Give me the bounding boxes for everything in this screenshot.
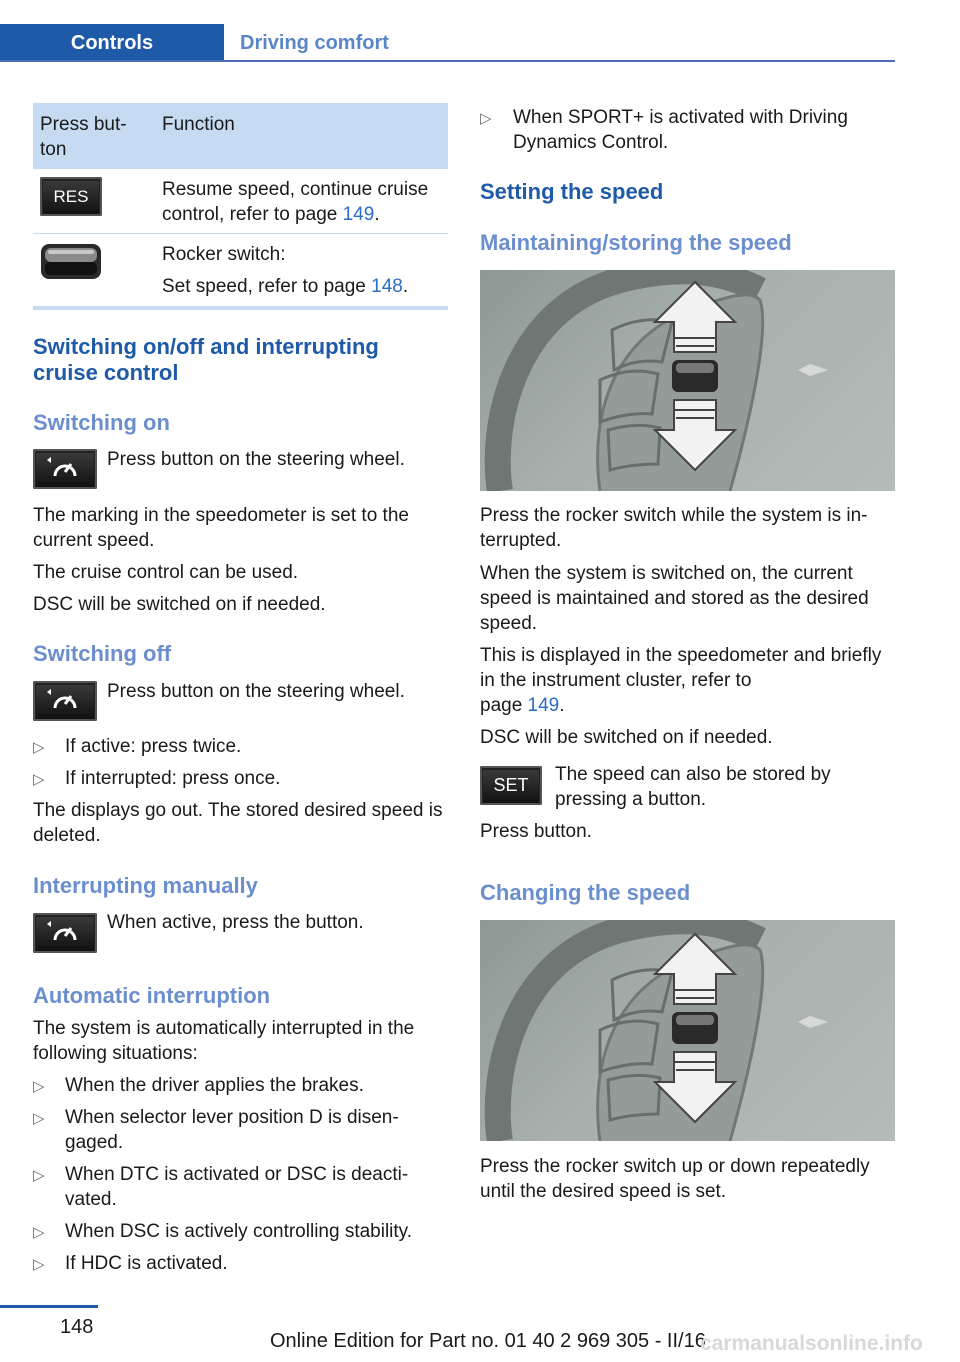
- steering-wheel-rocker-image: [480, 270, 895, 491]
- page-number: 148: [60, 1316, 94, 1338]
- changing-paragraph: Press the rocker switch up or down repeatedly until the desired speed is set.: [480, 1156, 870, 1202]
- table-row-divider: [33, 233, 448, 234]
- switching-off-bullet-1: If active: press twice.: [65, 736, 242, 757]
- page-link-149-right[interactable]: 149: [527, 695, 560, 716]
- switching-off-p1: The displays go out. The stored desired speed is deleted.: [33, 800, 443, 846]
- edition-text: Online Edition for Part no. 01 40 2 969 305 - II/16: [270, 1330, 706, 1352]
- maintain-paragraph: When the system is switched on, the current speed is maintained and stored as the desired speed.: [480, 563, 869, 634]
- heading-maintaining-storing: Maintaining/storing the speed: [480, 230, 792, 255]
- heading-automatic-interruption: Automatic interruption: [33, 983, 271, 1008]
- switching-on-p2: The cruise control can be used.: [33, 562, 299, 583]
- heading-switching-on: Switching on: [33, 410, 170, 435]
- footer-rule: [0, 1305, 98, 1308]
- switching-on-instruction: Press button on the steering wheel.: [107, 449, 405, 470]
- automatic-bullet-1: When the driver applies the brakes.: [65, 1075, 364, 1096]
- heading-changing-the-speed: Changing the speed: [480, 880, 691, 905]
- section-title-cruise-control: Switching on/off and interrupting cruise control: [33, 334, 379, 385]
- switching-on-p3: DSC will be switched on if needed.: [33, 594, 326, 615]
- table-row-rocker-text: [162, 274, 408, 299]
- rocker-description: Set speed, refer to page: [162, 276, 372, 297]
- automatic-bullet-5: If HDC is activated.: [65, 1253, 228, 1274]
- table-col-function: Function: [162, 114, 235, 135]
- automatic-intro: The system is automatically interrupted in the following situations:: [33, 1018, 415, 1064]
- automatic-bullet-3: When DTC is activated or DSC is deacti- vated.: [65, 1164, 409, 1210]
- switching-on-p1: The marking in the speedometer is set to the current speed.: [33, 505, 409, 551]
- res-button-label: RES: [53, 186, 89, 206]
- watermark: carmanualsonline.info: [700, 1332, 923, 1355]
- set-button-image: [480, 766, 542, 805]
- automatic-bullet-4: When DSC is actively controlling stability.: [65, 1221, 413, 1242]
- sport-plus-bullet: When SPORT+ is activated with Driving Dynamics Control.: [513, 107, 848, 153]
- rocker-period: .: [402, 276, 409, 297]
- press-button-text: Press button.: [480, 821, 592, 842]
- res-period: .: [374, 204, 380, 225]
- heading-setting-the-speed: Setting the speed: [480, 179, 664, 204]
- table-row-res-text: [162, 177, 447, 227]
- bullet-icon: ▷: [33, 1110, 45, 1127]
- steering-wheel-rocker-image-2: [480, 920, 895, 1141]
- table-bottom-rule: [33, 306, 448, 310]
- set-button-text: The speed can also be stored by pressing a button.: [555, 764, 831, 810]
- table-col-press-button: Press but- ton: [40, 114, 127, 160]
- cruise-control-button-icon: [33, 449, 97, 489]
- cruise-control-button-icon-interrupt: [33, 913, 97, 953]
- switching-off-bullet-2: If interrupted: press once.: [65, 768, 281, 789]
- bullet-icon: ▷: [33, 1224, 45, 1241]
- bullet-icon: ▷: [33, 1078, 45, 1095]
- bullet-icon: ▷: [33, 771, 45, 788]
- page-link-149[interactable]: 149: [342, 204, 375, 225]
- page-link-148[interactable]: 148: [371, 276, 403, 297]
- bullet-icon: ▷: [33, 1167, 45, 1184]
- rocker-switch-title: Rocker switch:: [162, 244, 286, 265]
- heading-switching-off: Switching off: [33, 641, 172, 666]
- display-period: .: [559, 695, 565, 716]
- dsc-paragraph: DSC will be switched on if needed.: [480, 727, 773, 748]
- res-description: Resume speed, continue cruise control, refer to page: [162, 179, 429, 225]
- cruise-control-button-icon-off: [33, 681, 97, 721]
- rocker-switch-icon: [40, 240, 102, 282]
- set-button-label: SET: [493, 775, 529, 795]
- bullet-icon: ▷: [33, 1256, 45, 1273]
- header-rule: [0, 60, 895, 62]
- display-paragraph: [480, 643, 892, 718]
- bullet-icon: ▷: [33, 739, 45, 756]
- rocker-press-paragraph: Press the rocker switch while the system is in- terrupted.: [480, 505, 868, 551]
- tab-driving-comfort[interactable]: Driving comfort: [240, 31, 389, 54]
- interrupting-instruction: When active, press the button.: [107, 912, 364, 933]
- bullet-icon: ▷: [480, 110, 492, 127]
- display-text: This is displayed in the speedometer and briefly in the instrument cluster, refer to page: [480, 645, 882, 716]
- automatic-bullet-2: When selector lever position D is disen- gaged.: [65, 1107, 399, 1153]
- res-button-image: [40, 177, 102, 216]
- tab-controls[interactable]: Controls: [0, 24, 224, 62]
- switching-off-instruction: Press button on the steering wheel.: [107, 681, 405, 702]
- heading-interrupting-manually: Interrupting manually: [33, 873, 258, 898]
